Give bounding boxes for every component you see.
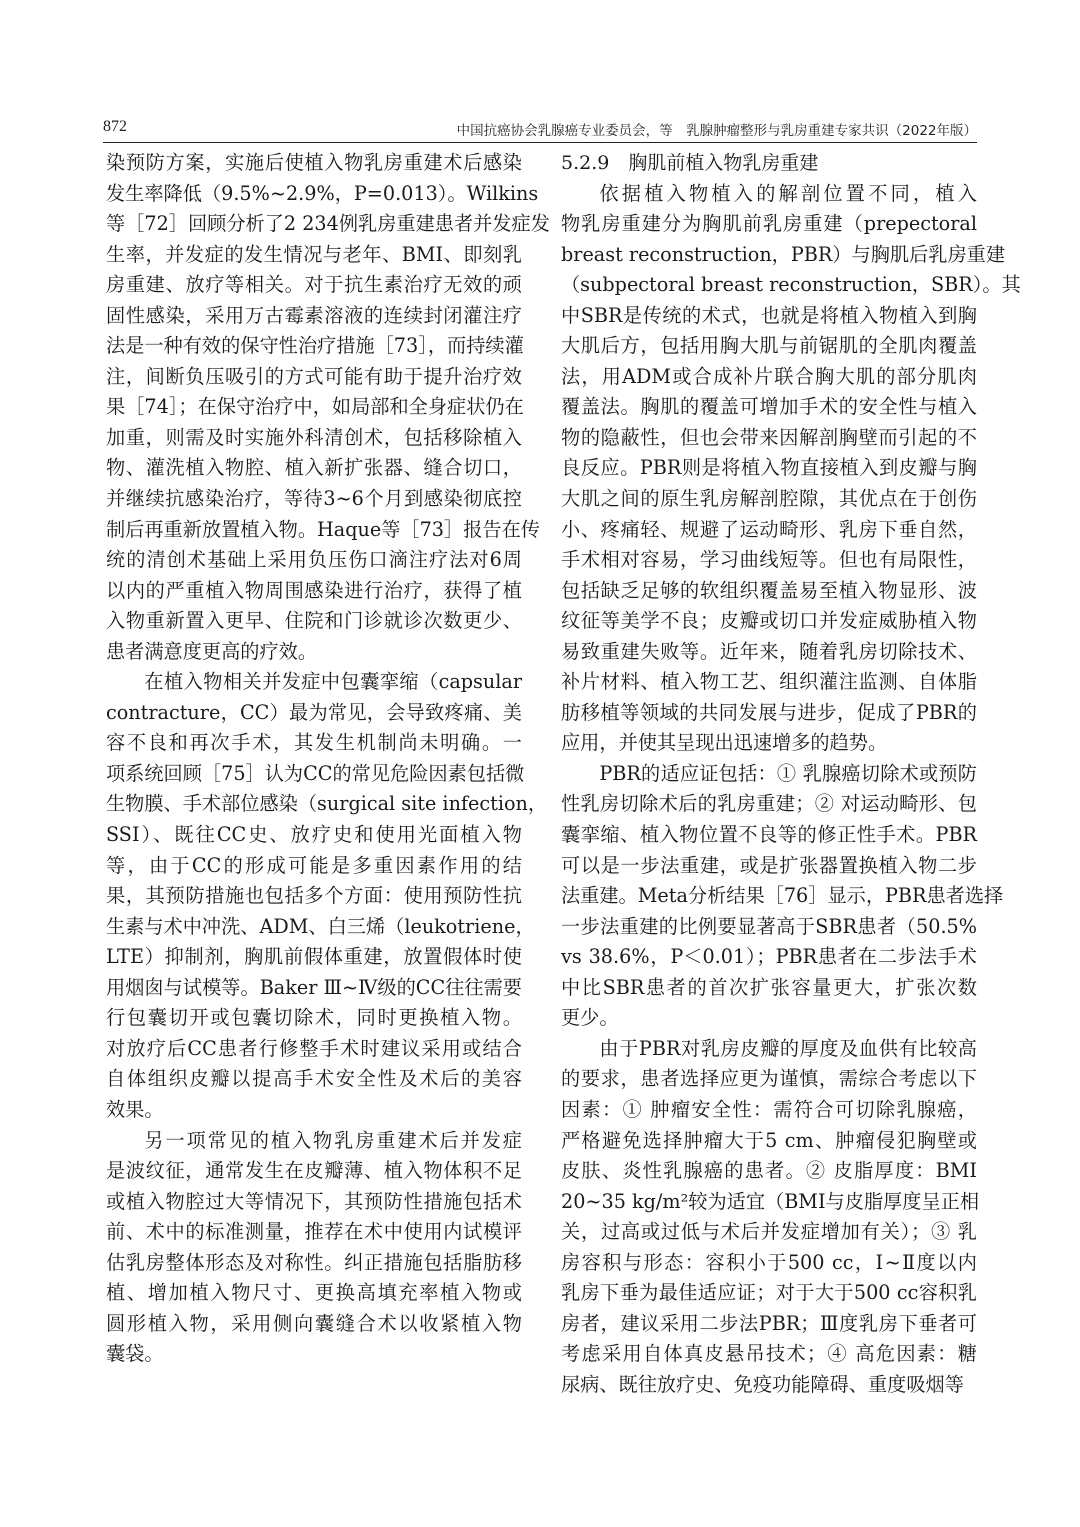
text-line: 制后再重新放置植入物。Haque等［73］报告在传 — [106, 517, 540, 541]
paragraph — [561, 179, 1021, 759]
text-line: 加重，则需及时实施外科清创术，包括移除植入 — [106, 425, 522, 449]
text-line: 依据植入物植入的解剖位置不同，植入 — [599, 181, 977, 205]
text-line: 大肌后方，包括用胸大肌与前锯肌的全肌肉覆盖 — [561, 334, 977, 358]
text-line: 生率，并发症的发生情况与老年、BMI、即刻乳 — [106, 242, 522, 266]
text-line: 并继续抗感染治疗，等待3~6个月到感染彻底控 — [106, 487, 522, 511]
text-line: 或植入物腔过大等情况下，其预防性措施包括术 — [106, 1189, 522, 1213]
text-line: 可以是一步法重建，或是扩张器置换植入物二步 — [561, 853, 977, 877]
text-line: 入物重新置入更早、住院和门诊就诊次数更少、 — [106, 609, 522, 633]
left-column — [106, 148, 550, 1370]
text-line: 法是一种有效的保守性治疗措施［73］，而持续灌 — [106, 334, 524, 358]
text-line: 良反应。PBR则是将植入物直接植入到皮瓣与胸 — [561, 456, 977, 480]
text-line: 患者满意度更高的疗效。 — [106, 639, 318, 663]
text-line: 尿病、既往放疗史、免疫功能障碍、重度吸烟等 — [561, 1372, 964, 1396]
text-line: vs 38.6%，P＜0.01）；PBR患者在二步法手术 — [561, 945, 977, 969]
text-line: 肪移植等领域的共同发展与进步，促成了PBR的 — [561, 700, 977, 724]
text-line: 易致重建失败等。近年来，随着乳房切除技术、 — [561, 639, 977, 663]
paragraph — [106, 148, 550, 667]
running-title: 中国抗癌协会乳腺癌专业委员会，等 乳腺肿瘤整形与乳房重建专家共识（2022年版） — [456, 123, 977, 139]
text-line: SSI）、既往CC史、放疗史和使用光面植入物 — [106, 823, 522, 847]
paragraph — [561, 1034, 980, 1401]
text-line: （subpectoral breast reconstruction，SBR）。其 — [561, 273, 1021, 297]
text-line: breast reconstruction，PBR）与胸肌后乳房重建 — [561, 242, 1006, 266]
text-line: 关，过高或过低与术后并发症增加有关）；③ 乳 — [561, 1220, 977, 1244]
text-line: contracture，CC）最为常见，会导致疼痛、美 — [106, 700, 522, 724]
text-line: 应用，并使其呈现出迅速增多的趋势。 — [561, 731, 888, 755]
text-line: 补片材料、植入物工艺、组织灌注监测、自体脂 — [561, 670, 977, 694]
text-line: 前、术中的标准测量，推荐在术中使用内试模评 — [106, 1220, 522, 1244]
text-line: 植、增加植入物尺寸、更换高填充率植入物或 — [106, 1281, 522, 1305]
text-line: 果［74］；在保守治疗中，如局部和全身症状仍在 — [106, 395, 524, 419]
text-line: 注，间断负压吸引的方式可能有助于提升治疗效 — [106, 364, 522, 388]
text-line: 项系统回顾［75］认为CC的常见危险因素包括微 — [106, 761, 525, 785]
text-line: 容不良和再次手术，其发生机制尚未明确。一 — [106, 731, 522, 755]
text-line: 因素：① 肿瘤安全性：需符合可切除乳腺癌， — [561, 1097, 977, 1121]
text-line: 生素与术中冲洗、ADM、白三烯（leukotriene， — [106, 914, 535, 938]
text-line: 考虑采用自体真皮悬吊技术；④ 高危因素：糖 — [561, 1342, 977, 1366]
text-line: 囊挛缩、植入物位置不良等的修正性手术。PBR — [561, 823, 977, 847]
text-line: PBR的适应证包括：① 乳腺癌切除术或预防 — [599, 761, 977, 785]
text-line: 另一项常见的植入物乳房重建术后并发症 — [144, 1128, 522, 1152]
text-line: 物、灌洗植入物腔、植入新扩张器、缝合切口， — [106, 456, 522, 480]
text-line: 统的清创术基础上采用负压伤口滴注疗法对6周 — [106, 548, 522, 572]
running-header — [103, 118, 977, 143]
text-line: 以内的严重植入物周围感染进行治疗，获得了植 — [106, 578, 522, 602]
text-line: 生物膜、手术部位感染（surgical site infection， — [106, 792, 548, 816]
text-line: 囊袋。 — [106, 1342, 164, 1366]
text-line: 物乳房重建分为胸肌前乳房重建（prepectoral — [561, 212, 977, 236]
text-line: 纹征等美学不良；皮瓣或切口并发症威胁植入物 — [561, 609, 977, 633]
text-line: 的要求，患者选择应更为谨慎，需综合考虑以下 — [561, 1067, 977, 1091]
paragraph — [561, 759, 1004, 1034]
paragraph — [106, 1126, 522, 1370]
text-line: 更少。 — [561, 1006, 619, 1030]
text-line: 用烟囱与试模等。Baker Ⅲ~Ⅳ级的CC往往需要 — [106, 975, 522, 999]
text-line: 由于PBR对乳房皮瓣的厚度及血供有比较高 — [599, 1036, 977, 1060]
text-line: 等，由于CC的形成可能是多重因素作用的结 — [106, 853, 522, 877]
text-line: 乳房下垂为最佳适应证；对于大于500 cc容积乳 — [561, 1281, 977, 1305]
section-heading: 5.2.9 胸肌前植入物乳房重建 — [561, 152, 819, 174]
text-line: 对放疗后CC患者行修整手术时建议采用或结合 — [106, 1036, 522, 1060]
text-line: 果，其预防措施也包括多个方面：使用预防性抗 — [106, 884, 522, 908]
text-line: 房容积与形态：容积小于500 cc，Ⅰ~Ⅱ度以内 — [561, 1250, 977, 1274]
page-number: 872 — [103, 118, 127, 135]
right-column — [561, 148, 1021, 1400]
text-line: 法重建。Meta分析结果［76］显示，PBR患者选择 — [561, 884, 1004, 908]
text-line: 效果。 — [106, 1097, 164, 1121]
text-line: 发生率降低（9.5%~2.9%，P=0.013）。Wilkins — [106, 181, 539, 205]
text-line: 小、疼痛轻、规避了运动畸形、乳房下垂自然， — [561, 517, 977, 541]
text-line: 皮肤、炎性乳腺癌的患者。② 皮脂厚度：BMI — [561, 1159, 977, 1183]
text-line: 自体组织皮瓣以提高手术安全性及术后的美容 — [106, 1067, 522, 1091]
text-line: 手术相对容易，学习曲线短等。但也有局限性， — [561, 548, 977, 572]
text-line: 固性感染，采用万古霉素溶液的连续封闭灌注疗 — [106, 303, 522, 327]
paragraph — [106, 667, 548, 1125]
text-line: 行包囊切开或包囊切除术，同时更换植入物。 — [106, 1006, 522, 1030]
text-line: LTE）抑制剂，胸肌前假体重建，放置假体时使 — [106, 945, 522, 969]
text-line: 一步法重建的比例要显著高于SBR患者（50.5% — [561, 914, 977, 938]
text-line: 物的隐蔽性，但也会带来因解剖胸壁而引起的不 — [561, 425, 977, 449]
text-line: 是波纹征，通常发生在皮瓣薄、植入物体积不足 — [106, 1159, 522, 1183]
text-line: 法，用ADM或合成补片联合胸大肌的部分肌肉 — [561, 364, 977, 388]
text-line: 包括缺乏足够的软组织覆盖易至植入物显形、波 — [561, 578, 977, 602]
text-line: 中SBR是传统的术式，也就是将植入物植入到胸 — [561, 303, 977, 327]
text-line: 覆盖法。胸肌的覆盖可增加手术的安全性与植入 — [561, 395, 977, 419]
text-line: 估乳房整体形态及对称性。纠正措施包括脂肪移 — [106, 1250, 522, 1274]
text-line: 房重建、放疗等相关。对于抗生素治疗无效的顽 — [106, 273, 522, 297]
text-line: 20~35 kg/m²较为适宜（BMI与皮脂厚度呈正相 — [561, 1189, 980, 1213]
text-line: 染预防方案，实施后使植入物乳房重建术后感染 — [106, 151, 522, 174]
text-line: 大肌之间的原生乳房解剖腔隙，其优点在于创伤 — [561, 487, 977, 511]
text-line: 在植入物相关并发症中包囊挛缩（capsular — [144, 670, 522, 694]
text-line: 严格避免选择肿瘤大于5 cm、肿瘤侵犯胸壁或 — [561, 1128, 977, 1152]
text-line: 等［72］回顾分析了2 234例乳房重建患者并发症发 — [106, 212, 550, 236]
text-line: 中比SBR患者的首次扩张容量更大，扩张次数 — [561, 975, 977, 999]
text-line: 房者，建议采用二步法PBR；Ⅲ度乳房下垂者可 — [561, 1311, 977, 1335]
text-line: 性乳房切除术后的乳房重建；② 对运动畸形、包 — [561, 792, 977, 816]
text-line: 圆形植入物，采用侧向囊缝合术以收紧植入物 — [106, 1311, 522, 1335]
